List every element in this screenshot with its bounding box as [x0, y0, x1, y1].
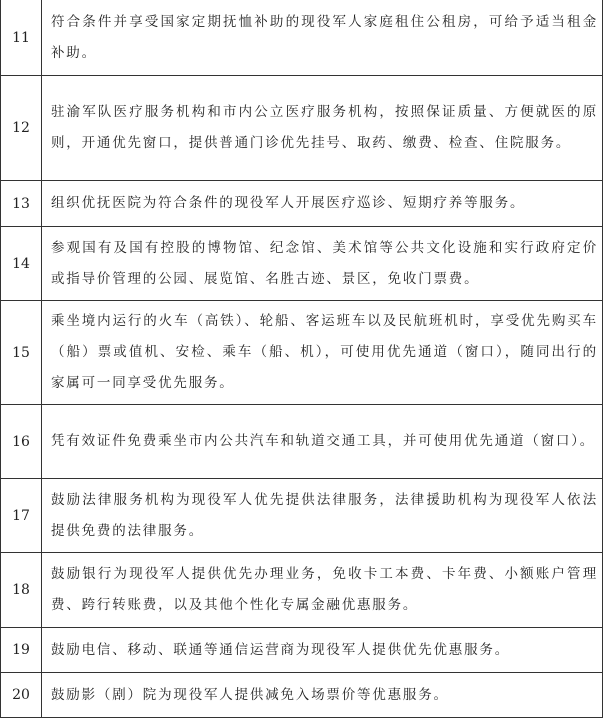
- table-row: [1, 479, 603, 553]
- row-text: 组织优抚医院为符合条件的现役军人开展医疗巡诊、短期疗养等服务。: [42, 181, 603, 227]
- row-text: 鼓励影（剧）院为现役军人提供减免入场票价等优惠服务。: [42, 673, 603, 718]
- table-row: [1, 0, 603, 76]
- row-text: 鼓励银行为现役军人提供优先办理业务，免收卡工本费、卡年费、小额账户管理费、跨行转账费，以及其他个性化专属金融优惠服务。: [42, 553, 603, 628]
- table-row: [1, 76, 603, 181]
- row-number: 19: [1, 628, 42, 673]
- row-number: 20: [1, 673, 42, 718]
- row-number: 15: [1, 301, 42, 405]
- row-text: 鼓励电信、移动、联通等通信运营商为现役军人提供优先优惠服务。: [42, 628, 603, 673]
- table-row: [1, 553, 603, 628]
- row-number: 14: [1, 227, 42, 301]
- table-row: [1, 628, 603, 673]
- row-number: 17: [1, 479, 42, 553]
- table-row: [1, 301, 603, 405]
- table-row: [1, 405, 603, 479]
- row-number: 16: [1, 405, 42, 479]
- row-text: 驻渝军队医疗服务机构和市内公立医疗服务机构，按照保证质量、方便就医的原则，开通优先窗口，提供普通门诊优先挂号、取药、缴费、检查、住院服务。: [42, 76, 603, 181]
- table-row: [1, 227, 603, 301]
- table-row: [1, 673, 603, 718]
- row-number: 18: [1, 553, 42, 628]
- row-text: 凭有效证件免费乘坐市内公共汽车和轨道交通工具，并可使用优先通道（窗口）。: [42, 405, 603, 479]
- row-text: 符合条件并享受国家定期抚恤补助的现役军人家庭租住公租房，可给予适当租金补助。: [42, 0, 603, 76]
- row-text: 乘坐境内运行的火车（高铁）、轮船、客运班车以及民航班机时，享受优先购买车（船）票或值机、安检、乘车（船、机），可使用优先通道（窗口），随同出行的家属可一同享受优先服务。: [42, 301, 603, 405]
- row-number: 12: [1, 76, 42, 181]
- row-text: 参观国有及国有控股的博物馆、纪念馆、美术馆等公共文化设施和实行政府定价或指导价管理的公园、展览馆、名胜古迹、景区，免收门票费。: [42, 227, 603, 301]
- table-row: [1, 181, 603, 227]
- row-number: 11: [1, 0, 42, 76]
- row-number: 13: [1, 181, 42, 227]
- row-text: 鼓励法律服务机构为现役军人优先提供法律服务，法律援助机构为现役军人依法提供免费的法律服务。: [42, 479, 603, 553]
